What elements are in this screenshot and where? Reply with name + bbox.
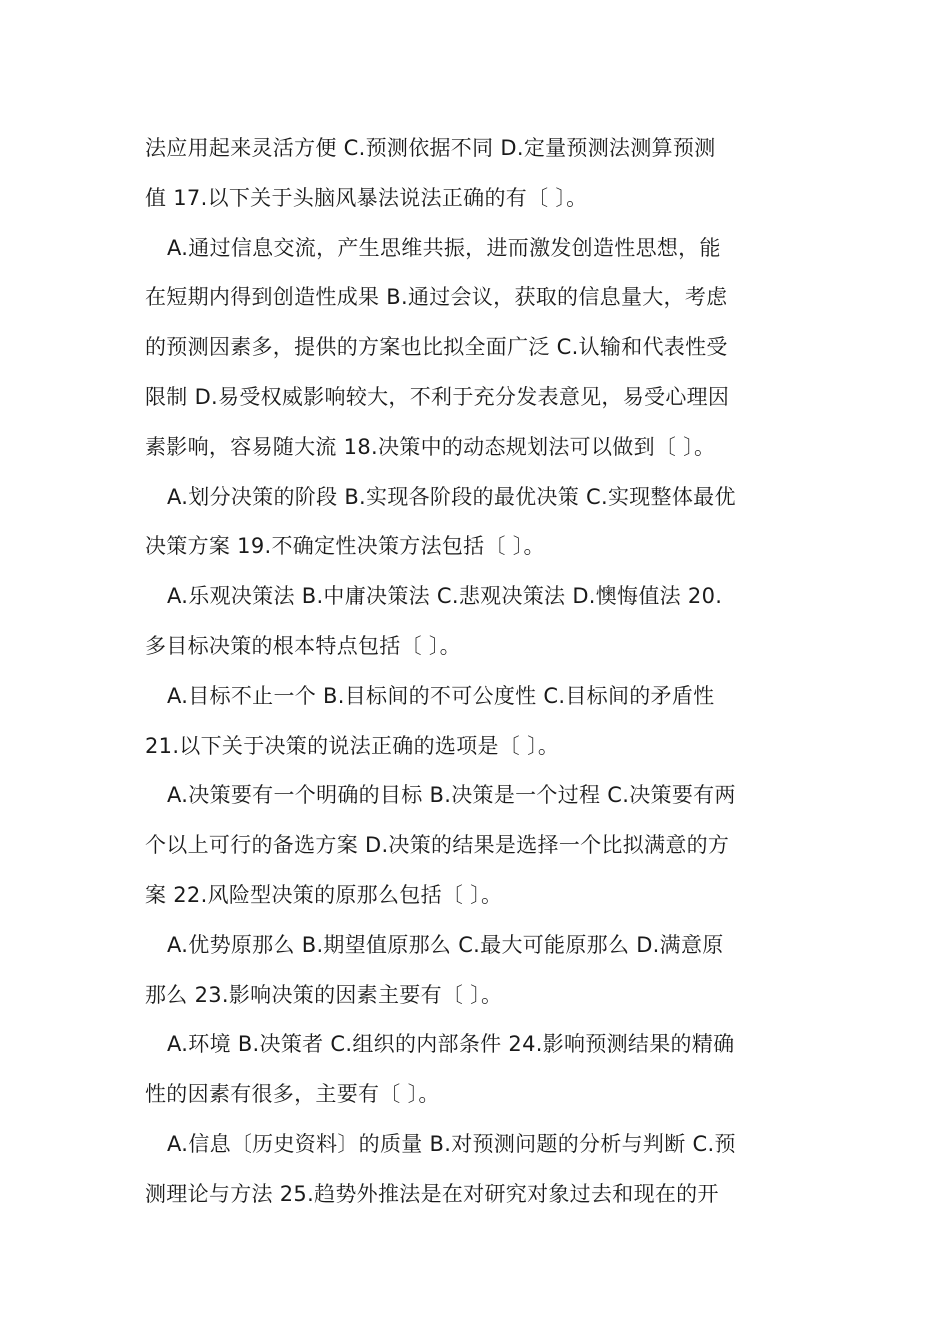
text-line: 性的因素有很多，主要有〔 〕。 [145,1082,440,1107]
text-line: A.环境 B.决策者 C.组织的内部条件 24.影响预测结果的精确 [167,1032,735,1057]
text-line: 的预测因素多，提供的方案也比拟全面广泛 C.认输和代表性受 [145,335,728,360]
text-line: 在短期内得到创造性成果 B.通过会议，获取的信息量大，考虑 [145,285,728,310]
text-line: 那么 23.影响决策的因素主要有〔 〕。 [145,982,503,1007]
text-line: 决策方案 19.不确定性决策方法包括〔 〕。 [145,534,545,559]
text-line: A.决策要有一个明确的目标 B.决策是一个过程 C.决策要有两 [167,783,736,808]
text-line: 素影响，容易随大流 18.决策中的动态规划法可以做到〔 〕。 [145,434,716,459]
text-line: 法应用起来灵活方便 C.预测依据不同 D.定量预测法测算预测 [145,136,716,160]
text-line: A.优势原那么 B.期望值原那么 C.最大可能原那么 D.满意原 [167,932,724,957]
text-line: 案 22.风险型决策的原那么包括〔 〕。 [145,882,503,907]
text-line: A.信息〔历史资料〕的质量 B.对预测问题的分析与判断 C.预 [167,1131,736,1156]
text-line: A.乐观决策法 B.中庸决策法 C.悲观决策法 D.懊悔值法 20. [167,584,723,609]
text-line: 个以上可行的备选方案 D.决策的结果是选择一个比拟满意的方 [145,833,730,858]
text-line: A.目标不止一个 B.目标间的不可公度性 C.目标间的矛盾性 [167,683,715,708]
text-line: A.通过信息交流，产生思维共振，进而激发创造性思想，能 [167,235,721,260]
text-line: 21.以下关于决策的说法正确的选项是〔 〕。 [145,733,560,758]
text-line: 测理论与方法 25.趋势外推法是在对研究对象过去和现在的开 [145,1181,719,1206]
document-body [145,124,815,1220]
text-line: 多目标决策的根本特点包括〔 〕。 [145,633,461,658]
text-line: A.划分决策的阶段 B.实现各阶段的最优决策 C.实现整体最优 [167,484,736,509]
text-line: 限制 D.易受权威影响较大，不利于充分发表意见，易受心理因 [145,384,730,409]
text-line: 值 17.以下关于头脑风暴法说法正确的有〔 〕。 [145,185,588,210]
